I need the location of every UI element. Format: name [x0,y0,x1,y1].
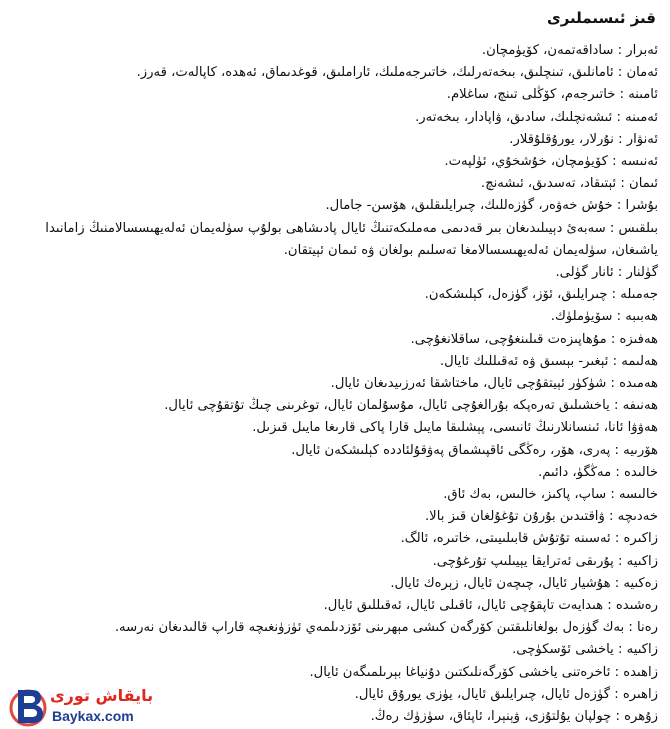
list-item: بۇشرا : خۇش خەۋەر، گۈزەللىك، چىرايلىقلىق، ھۆسن- جامال. [325,198,658,214]
list-item: ھەبىبە : سۆيۈملۈك. [550,309,658,325]
list-item: ھەۋۋا ئانا، ئىنسانلارنىڭ ئانىسى، پېشلىقا مايىل قارا پاكى قارىغا مايىل قىزىل. [252,420,658,436]
logo-url-text: Baykax.com [52,708,134,724]
list-item: ئەنۋار : نۇرلار، يورۇقلۇقلار. [509,131,658,147]
list-item: زۇھرە : چولپان يۇلتۇزى، ۋېنېرا، ئاپئاق، سۈزۈك رەڭ. [370,709,658,725]
list-item: ئىمان : ئېتىقاد، تەسدىق، ئىشەنچ. [480,176,658,192]
list-item: زاكىيە : ياخشى ئۆسكۈچى. [512,642,658,658]
page-title: قىز ئىسىملىرى [546,9,656,27]
list-item: ئەبرار : ساداقەتمەن، كۆيۈمچان. [481,43,658,58]
name-list [12,40,658,728]
baykax-logo-icon [6,684,50,728]
list-item: ھەمىدە : شۈكۈر ئېيتقۇچى ئايال، ماختاشقا ئەرزىيدىغان ئايال. [330,376,658,392]
list-item: خالىدە : مەڭگۈ، دائىم. [538,464,658,480]
list-item: زاكىرە : ئەسىنە تۇتۇش قابىلىيىتى، خاتىرە، ئالگ. [400,531,658,547]
list-item: ھەنىفە : ياخشىلىق تەرەپكە بۇرالغۇچى ئايال، مۇسۇلمان ئايال، توغرىنى چىڭ تۇتقۇچى ئايال. [164,398,658,414]
list-item: رەنا : بەك گۈزەل بولغانلىقتىن كۆرگەن كىشى مېھرىنى ئۆزدىلمەي ئۈزۈنغىچە قاراپ قالىدىغان نەرسە. [114,620,658,636]
logo-script-text: بايقاش تورى [50,686,154,705]
list-item: خالىسە : ساپ، پاكىز، خالىس، بەك ئاق. [443,487,658,503]
list-item: ئەمىنە : ئىشەنچلىك، سادىق، ۋاپادار، بىخەتەر. [415,109,658,125]
list-item: ئەمان : ئامانلىق، تىنچلىق، بىخەتەرلىك، خاتىرجەملىك، ئاراملىق، قوغدىماق، ئەھدە، كاپالەت، قەرز. [136,65,658,81]
list-item: زەكىيە : ھۇشيار ئايال، چىچەن ئايال، زېرەك ئايال. [390,575,658,591]
baykax-logo [6,684,156,728]
list-item: جەمىلە : چىرايلىق، ئۆز، گۈزەل، كېلىشكەن. [424,287,658,303]
list-item: زاھىدە : ئاخرەتنى ياخشى كۆرگەنلىكتىن دۇنياغا بېرىلمىگەن ئايال. [309,664,658,680]
list-item: رەشىدە : ھىدايەت تاپقۇچى ئايال، ئاقىلى ئايال، ئەقىللىق ئايال. [323,598,658,614]
list-item: گۈلنار : ئانار گۈلى. [555,265,658,281]
list-item: ئامىنە : خاتىرجەم، كۆڭلى تىنچ، ساغلام. [446,87,658,103]
list-item: ھەفىزە : مۇھاپىزەت قىلىنغۇچى، ساقلانغۇچى. [410,331,658,347]
list-item: ھۆرىيە : پەرى، ھۆر، رەڭگى ئاقپىشماق پەۋقۇلئاددە كېلىشكەن ئايال. [291,442,658,458]
list-item: ئەنىسە : كۆيۈمچان، خۇشخۇي، ئۈلپەت. [444,154,658,170]
list-item: بىلقىس : سەبەئ دېيىلىدىغان بىر قەدىمى مەملىكەتنىڭ ئايال پادىشاھى بولۇپ سۈلەيمان ئەلەيھىسسالامنىڭ زامانىدا ياشىغان، سۈلەيمان ئەلەيھىسسالامغا تەسلىم بولغان ۋە ئىمان ئېيتقان. [45,220,658,258]
list-item: ھەلىمە : ئېغىر- بېسىق ۋە ئەقىللىك ئايال. [439,353,658,369]
list-item: خەدىچە : ۋاقتىدىن بۇرۇن تۇغۇلغان قىز بالا. [424,509,658,525]
list-item: زاكىيە : پۇرىقى ئەترايقا يېيىلىپ تۇرغۇچى. [432,553,658,569]
list-item: زاھىرە : گۈزەل ئايال، چىرايلىق ئايال، يۈزى يورۇق ئايال. [354,686,658,702]
